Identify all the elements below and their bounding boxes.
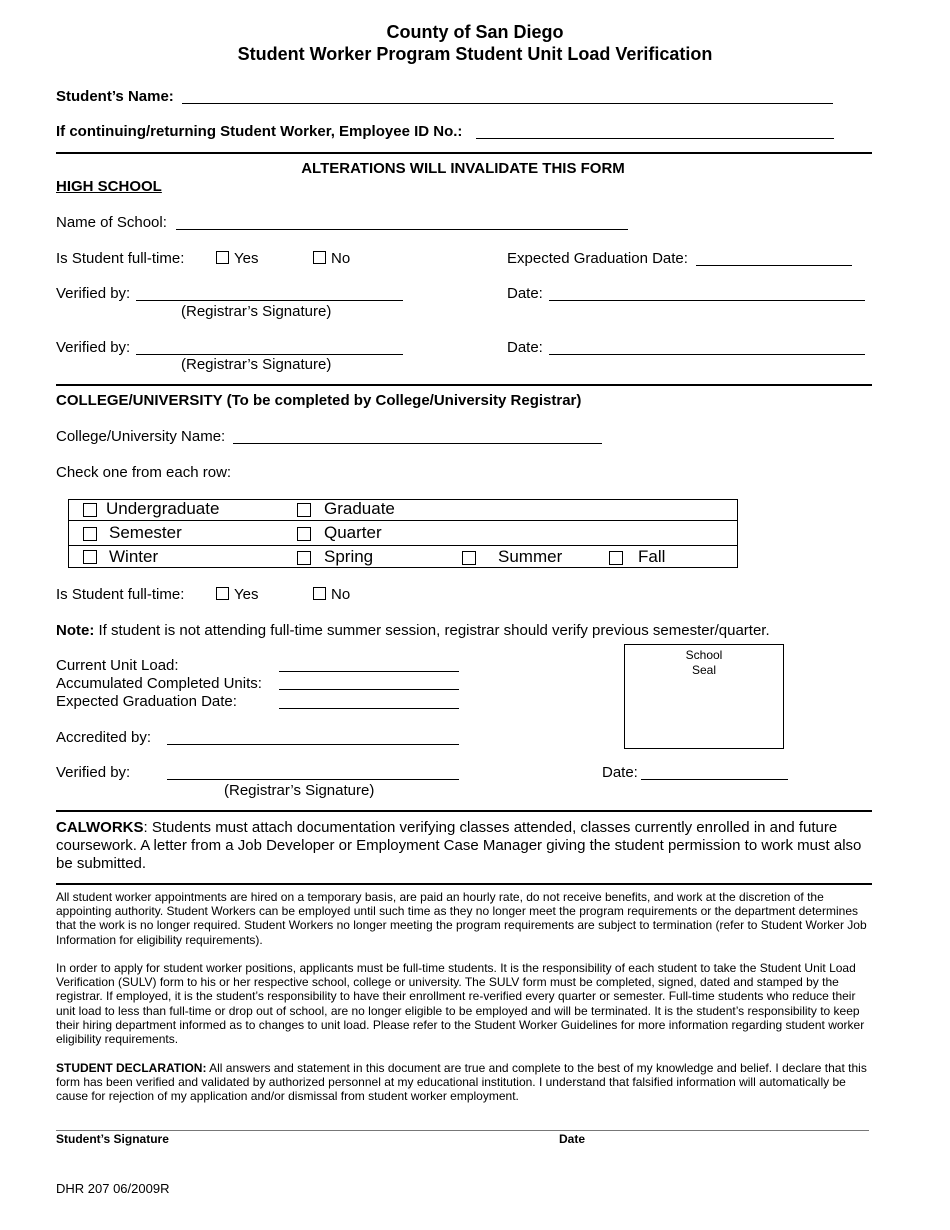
college-verified-by-field[interactable] (167, 779, 459, 780)
hs-date-field-2[interactable] (549, 354, 865, 355)
fall-label: Fall (638, 547, 666, 566)
employment-terms-paragraph: All student worker appointments are hired on a temporary basis, are paid an hourly rate, do not receive benefits, and work at the discretion of the appointing authority. Student Workers can be employed until such time as they no longer meet the program requirements or the department determines that the work is no longer required. Student Workers no longer meeting the program requirements are subject to termination (refer to Student Worker Job Information for eligibility requirements). (56, 890, 867, 947)
school-name-field[interactable] (176, 229, 628, 230)
table-row-divider (69, 545, 737, 546)
current-unit-load-label: Current Unit Load: (56, 657, 179, 674)
calworks-label: CALWORKS (56, 819, 144, 836)
hs-date-field-1[interactable] (549, 300, 865, 301)
checkbox[interactable] (216, 587, 229, 600)
undergraduate-checkbox[interactable] (83, 503, 97, 517)
student-declaration (56, 1061, 876, 1104)
college-date-field[interactable] (641, 779, 788, 780)
employee-id-field[interactable] (476, 138, 834, 139)
spring-label: Spring (324, 547, 374, 566)
quarter-label: Quarter (324, 523, 382, 542)
calworks-text: : Students must attach documentation verifying classes attended, classes currently enrolled in and future coursework. A letter from a Job Developer or Employment Case Manager giving the student permission to work must also be submitted. (56, 819, 862, 872)
declaration-label: STUDENT DECLARATION: (56, 1061, 207, 1075)
eligibility-paragraph: In order to apply for student worker positions, applicants must be full-time students. It is the responsibility of each student to take the Student Unit Load Verification (SULV) form to his or her respective school, college or university. The SULV form must be completed, signed, dated and stamped by the registrar. If employed, it is the student’s responsibility to have their enrollment re-verified every quarter or semester. Full-time students who reduce their unit load to less than full-time or drop out of school, are no longer eligible to be employed and will be terminated. It is the student’s responsibility to keep their hiring department informed as to changes to unit load. Please refer to the Student Worker Guidelines for more information regarding student worker eligibility requirements. (56, 961, 865, 1047)
college-no-option[interactable] (313, 586, 350, 603)
hs-registrar-signature-1: (Registrar’s Signature) (181, 303, 332, 320)
org-title: County of San Diego (386, 22, 564, 42)
alterations-warning: ALTERATIONS WILL INVALIDATE THIS FORM (301, 160, 625, 177)
checkbox[interactable] (313, 251, 326, 264)
calworks-paragraph (56, 819, 876, 873)
hs-verified-by-field-2[interactable] (136, 354, 403, 355)
form-number: DHR 207 06/2009R (56, 1181, 170, 1196)
table-row-divider (69, 520, 737, 521)
school-seal-box (624, 644, 784, 749)
college-date-label: Date: (602, 764, 638, 781)
college-yes-option[interactable] (216, 586, 258, 603)
college-name-field[interactable] (233, 443, 602, 444)
high-school-heading: HIGH SCHOOL (56, 178, 162, 195)
hs-verified-by-label-2: Verified by: (56, 339, 131, 356)
undergraduate-label: Undergraduate (106, 499, 220, 518)
semester-checkbox[interactable] (83, 527, 97, 541)
student-name-label: Student’s Name: (56, 88, 174, 105)
college-yes-label: Yes (234, 586, 259, 603)
college-full-time-label: Is Student full-time: (56, 586, 185, 603)
student-name-field[interactable] (182, 103, 833, 104)
form-title: Student Worker Program Student Unit Load Verification (237, 44, 713, 64)
current-unit-load-field[interactable] (279, 671, 459, 672)
hs-no-option[interactable] (313, 250, 350, 267)
college-name-label: College/University Name: (56, 428, 226, 445)
expected-graduation-field[interactable] (279, 708, 459, 709)
summer-label: Summer (498, 547, 563, 566)
signature-line[interactable] (56, 1130, 869, 1131)
seal-label-line2: Seal (691, 663, 717, 677)
section-divider (56, 883, 872, 885)
student-signature-label: Student’s Signature (56, 1132, 169, 1146)
hs-no-label: No (331, 250, 351, 267)
graduate-label: Graduate (324, 499, 395, 518)
college-registrar-signature: (Registrar’s Signature) (224, 782, 375, 799)
winter-checkbox[interactable] (83, 550, 97, 564)
spring-checkbox[interactable] (297, 551, 311, 565)
employee-id-label: If continuing/returning Student Worker, Employee ID No.: (56, 123, 463, 140)
section-divider (56, 152, 872, 154)
seal-label-line1: School (685, 648, 723, 662)
accredited-by-field[interactable] (167, 744, 459, 745)
fall-checkbox[interactable] (609, 551, 623, 565)
college-no-label: No (331, 586, 351, 603)
signature-date-label: Date (559, 1132, 586, 1146)
hs-date-label-2: Date: (507, 339, 543, 356)
college-verified-by-label: Verified by: (56, 764, 131, 781)
hs-date-label-1: Date: (507, 285, 543, 302)
school-name-label: Name of School: (56, 214, 167, 231)
note-label: Note: (56, 622, 95, 639)
checkbox[interactable] (216, 251, 229, 264)
section-divider (56, 810, 872, 812)
checkbox[interactable] (313, 587, 326, 600)
section-divider (56, 384, 872, 386)
expected-graduation-label: Expected Graduation Date: (56, 693, 237, 710)
hs-expected-graduation-label: Expected Graduation Date: (507, 250, 688, 267)
accumulated-units-label: Accumulated Completed Units: (56, 675, 262, 692)
winter-label: Winter (109, 547, 159, 566)
hs-registrar-signature-2: (Registrar’s Signature) (181, 356, 332, 373)
quarter-checkbox[interactable] (297, 527, 311, 541)
college-heading: COLLEGE/UNIVERSITY (To be completed by College/University Registrar) (56, 392, 582, 409)
hs-expected-graduation-field[interactable] (696, 265, 852, 266)
accredited-by-label: Accredited by: (56, 729, 152, 746)
hs-yes-label: Yes (234, 250, 259, 267)
term-options-table (68, 499, 738, 568)
hs-verified-by-field-1[interactable] (136, 300, 403, 301)
check-one-instruction: Check one from each row: (56, 464, 232, 481)
summer-checkbox[interactable] (462, 551, 476, 565)
accumulated-units-field[interactable] (279, 689, 459, 690)
summer-note (56, 622, 770, 639)
hs-yes-option[interactable] (216, 250, 258, 267)
graduate-checkbox[interactable] (297, 503, 311, 517)
hs-full-time-label: Is Student full-time: (56, 250, 185, 267)
declaration-text: All answers and statement in this document are true and complete to the best of my knowledge and belief. I declare that this form has been verified and validated by authorized personnel at my educational institution. I understand that falsified information will automatically be cause for rejection of my application and/or dismissal from student worker employment. (56, 1061, 867, 1104)
hs-verified-by-label-1: Verified by: (56, 285, 131, 302)
semester-label: Semester (109, 523, 182, 542)
note-text: If student is not attending full-time summer session, registrar should verify previous semester/quarter. (94, 622, 770, 639)
